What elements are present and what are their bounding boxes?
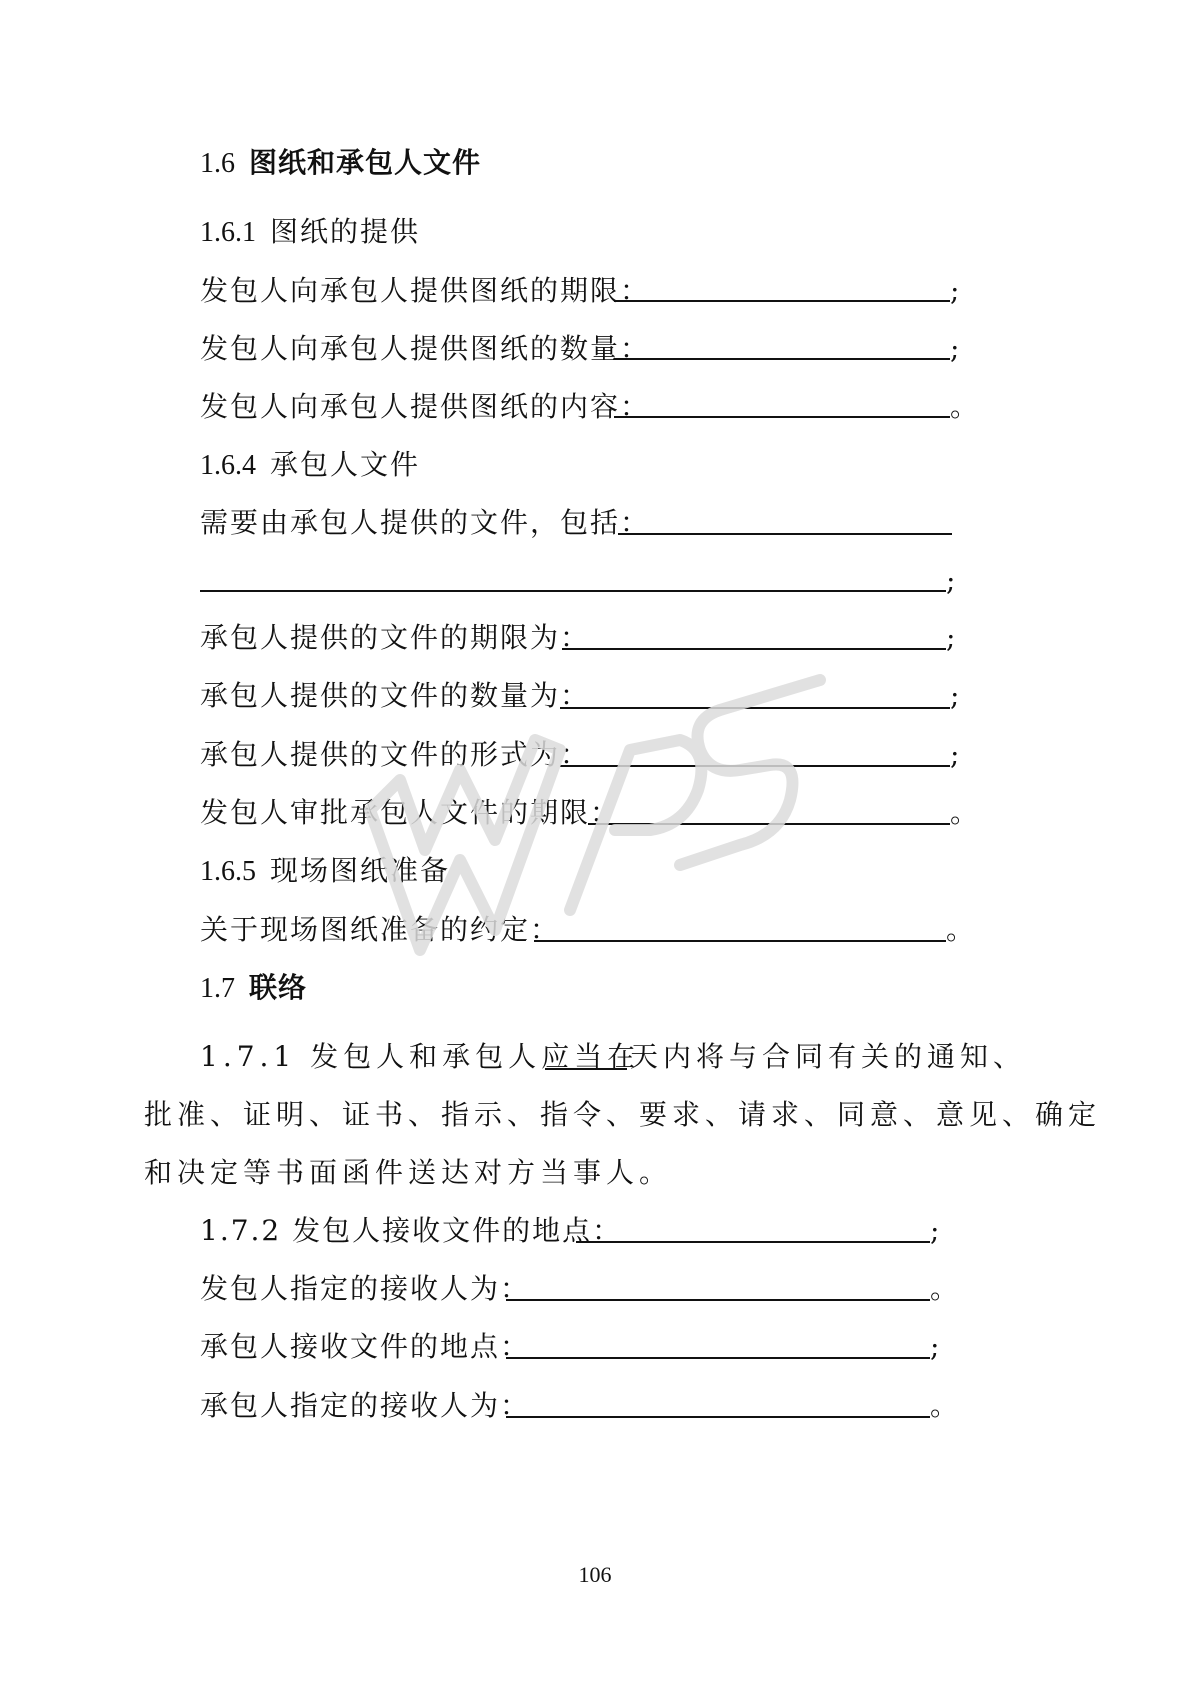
fill-blank-docs-quantity[interactable] — [560, 707, 950, 709]
line-end-punctuation: 。 — [950, 390, 981, 423]
paragraph-1-7-1-start: 1.7.1 发包人和承包人应当在 — [200, 1040, 641, 1073]
field-label-employer-place: 1.7.2 发包人接收文件的地点： — [200, 1214, 623, 1247]
fill-blank-employer-receiver[interactable] — [506, 1299, 930, 1301]
section-heading-1-7 — [200, 970, 307, 1007]
subsection-number: 1.6.4 — [200, 450, 256, 481]
subsection-title: 现场图纸准备 — [270, 854, 451, 887]
fill-blank-drawing-period[interactable] — [614, 300, 950, 302]
line-end-punctuation: ; — [930, 1214, 942, 1247]
field-label-docs-form: 承包人提供的文件的形式为： — [200, 738, 591, 771]
subsection-heading-1-6-5 — [200, 853, 450, 890]
subsection-heading-1-6-1 — [200, 214, 420, 251]
subsection-heading-1-6-4 — [200, 447, 420, 484]
paragraph-1-7-1-line3: 和决定等书面函件送达对方当事人。 — [144, 1156, 673, 1189]
fill-blank-docs-include-line1[interactable] — [618, 533, 952, 535]
fill-blank-docs-include-line2[interactable] — [200, 590, 946, 592]
subsection-title: 承包人文件 — [270, 448, 421, 481]
line-end-punctuation: ; — [950, 738, 962, 771]
field-label-employer-receiver: 发包人指定的接收人为： — [200, 1272, 531, 1305]
field-label-docs-quantity: 承包人提供的文件的数量为： — [200, 679, 591, 712]
field-label-docs-period: 承包人提供的文件的期限为： — [200, 621, 591, 654]
paragraph-1-7-1-line2: 批准、证明、证书、指示、指令、要求、请求、同意、意见、确定 — [144, 1098, 1102, 1131]
fill-blank-drawing-quantity[interactable] — [614, 358, 950, 360]
line-end-punctuation: ; — [930, 1330, 942, 1363]
section-title: 联络 — [249, 971, 308, 1004]
line-end-punctuation: ; — [950, 679, 962, 712]
fill-blank-days[interactable] — [545, 1068, 627, 1070]
field-label-drawing-content: 发包人向承包人提供图纸的内容： — [200, 390, 651, 423]
fill-blank-docs-period[interactable] — [562, 648, 946, 650]
subsection-number: 1.6.5 — [200, 856, 256, 887]
paragraph-1-7-1-after-blank: 天内将与合同有关的通知、 — [630, 1040, 1027, 1073]
fill-blank-docs-approve[interactable] — [588, 823, 950, 825]
line-end-punctuation: 。 — [946, 913, 977, 946]
fill-blank-employer-place[interactable] — [576, 1241, 930, 1243]
fill-blank-docs-form[interactable] — [560, 765, 950, 767]
line-end-punctuation: 。 — [950, 796, 981, 829]
section-number: 1.6 — [200, 148, 235, 179]
fill-blank-contractor-place[interactable] — [506, 1357, 930, 1359]
field-label-contractor-place: 承包人接收文件的地点： — [200, 1330, 531, 1363]
page-number: 106 — [578, 1562, 612, 1587]
field-label-docs-approve: 发包人审批承包人文件的期限： — [200, 796, 621, 829]
field-label-drawing-quantity: 发包人向承包人提供图纸的数量： — [200, 332, 651, 365]
line-end-punctuation: 。 — [930, 1389, 961, 1422]
field-label-contractor-receiver: 承包人指定的接收人为： — [200, 1389, 531, 1422]
fill-blank-site-drawing[interactable] — [534, 940, 946, 942]
subsection-number: 1.6.1 — [200, 217, 256, 248]
fill-blank-contractor-receiver[interactable] — [506, 1416, 930, 1418]
line-end-punctuation: ; — [950, 274, 962, 307]
section-heading-1-6 — [200, 145, 481, 182]
subsection-title: 图纸的提供 — [270, 215, 421, 248]
fill-blank-drawing-content[interactable] — [614, 416, 950, 418]
line-end-punctuation: ; — [946, 621, 958, 654]
section-number: 1.7 — [200, 973, 235, 1004]
line-end-punctuation: 。 — [930, 1272, 961, 1305]
line-end-punctuation: ; — [946, 564, 958, 597]
line-end-punctuation: ; — [950, 332, 962, 365]
field-label-drawing-period: 发包人向承包人提供图纸的期限： — [200, 274, 651, 307]
field-label-site-drawing: 关于现场图纸准备的约定： — [200, 913, 561, 946]
field-label-docs-include: 需要由承包人提供的文件，包括： — [200, 506, 651, 539]
section-title: 图纸和承包人文件 — [249, 146, 482, 179]
